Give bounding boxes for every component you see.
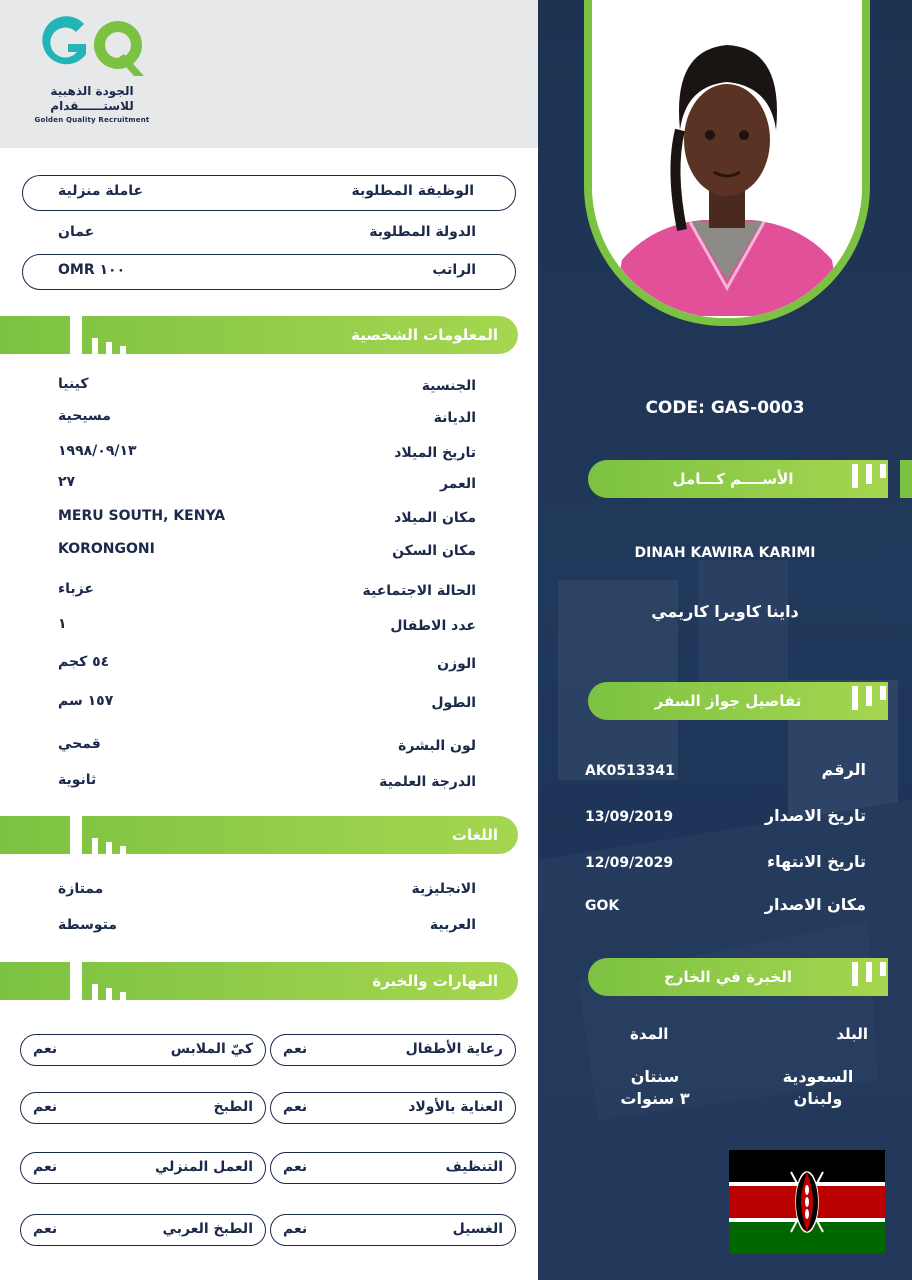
- passport-row-value: GOK: [585, 898, 620, 914]
- personal-row-value: ١: [58, 616, 67, 632]
- skill-label: الطبخ العربي: [162, 1221, 253, 1237]
- name-arabic: داينا كاويرا كاريمي: [651, 602, 799, 621]
- personal-row-value: ٥٤ كجم: [58, 654, 110, 670]
- job-country-label: الدولة المطلوبة: [369, 224, 476, 240]
- personal-row-label: لون البشرة: [398, 738, 476, 754]
- skill-label: الطبخ: [213, 1099, 253, 1115]
- skill-pill: [270, 1214, 516, 1246]
- experience-country-line2: ولبنان: [793, 1089, 843, 1108]
- bar-stripe: [852, 464, 858, 488]
- passport-row-label: الرقم: [821, 760, 866, 779]
- bar-stripe: [70, 816, 82, 854]
- bar-stripe: [880, 962, 886, 976]
- personal-row-label: الدرجة العلمية: [379, 774, 476, 790]
- bar-stripe: [866, 962, 872, 982]
- passport-row-label: تاريخ الانتهاء: [766, 852, 866, 871]
- skills-title: المهارات والخبرة: [372, 972, 498, 990]
- job-country-value: عمان: [58, 224, 95, 240]
- personal-row-label: مكان السكن: [392, 543, 476, 559]
- passport-row-value: 13/09/2019: [585, 809, 674, 825]
- skill-pill: [270, 1092, 516, 1124]
- worker-code: CODE: GAS-0003: [645, 398, 805, 418]
- personal-row-value: كينيا: [58, 376, 89, 392]
- company-logo: [22, 10, 162, 124]
- skill-value: نعم: [283, 1041, 308, 1057]
- salary-value: OMR ١٠٠: [58, 262, 126, 278]
- right-column: [538, 0, 912, 1280]
- experience-country-line1: السعودية: [782, 1067, 854, 1086]
- personal-row-value: مسيحية: [58, 408, 111, 424]
- passport-row-value: AK0513341: [585, 763, 675, 779]
- personal-row-label: العمر: [439, 476, 476, 492]
- language-arabic-label: العربية: [429, 917, 476, 933]
- skill-label: رعاية الأطفال: [405, 1041, 503, 1057]
- experience-header: [588, 958, 888, 996]
- bar-stripe: [852, 686, 858, 710]
- profile-photo-frame: [584, 0, 870, 326]
- passport-title: تفاصيل جواز السفر: [654, 692, 802, 710]
- personal-row-value: KORONGONI: [58, 541, 155, 557]
- skill-value: نعم: [33, 1159, 58, 1175]
- personal-row-label: مكان الميلاد: [394, 510, 476, 526]
- bar-stripe: [852, 962, 858, 986]
- skill-value: نعم: [283, 1221, 308, 1237]
- skill-pill: [20, 1034, 266, 1066]
- name-english: DINAH KAWIRA KARIMI: [634, 545, 816, 561]
- skill-pill: [20, 1214, 266, 1246]
- bar-stripe: [106, 988, 112, 1000]
- salary-label: الراتب: [432, 262, 476, 278]
- bar-stripe: [880, 464, 886, 478]
- bar-stripe: [866, 464, 872, 484]
- language-english-label: الانجليزية: [411, 881, 476, 897]
- languages-title: اللغات: [451, 826, 498, 844]
- bar-stripe: [92, 984, 98, 1000]
- personal-info-header: [0, 316, 518, 354]
- full-name-title: الأســــم كـــامل: [672, 470, 794, 488]
- skill-label: العناية بالأولاد: [408, 1099, 503, 1115]
- personal-row-label: الطول: [431, 695, 476, 711]
- bar-stripe: [70, 316, 82, 354]
- skill-label: كيّ الملابس: [170, 1041, 253, 1057]
- person-photo-icon: [592, 0, 862, 316]
- skill-pill: [270, 1152, 516, 1184]
- skill-label: العمل المنزلي: [155, 1159, 253, 1175]
- languages-header: [0, 816, 518, 854]
- bar-stripe: [92, 838, 98, 854]
- bar-stripe: [880, 686, 886, 700]
- logo-area: [0, 0, 538, 148]
- bar-stripe: [120, 346, 126, 354]
- skill-value: نعم: [283, 1159, 308, 1175]
- skill-value: نعم: [33, 1221, 58, 1237]
- personal-row-value: ١٩٩٨/٠٩/١٣: [58, 443, 137, 459]
- skill-value: نعم: [283, 1099, 308, 1115]
- bar-stripe: [120, 846, 126, 854]
- bar-stripe: [900, 460, 912, 498]
- bar-stripe: [866, 686, 872, 706]
- personal-info-title: المعلومات الشخصية: [351, 326, 498, 344]
- language-arabic-value: متوسطة: [58, 917, 118, 933]
- personal-row-value: MERU SOUTH, KENYA: [58, 508, 226, 524]
- skill-pill: [20, 1152, 266, 1184]
- profile-photo: [592, 0, 862, 318]
- personal-row-label: الجنسية: [421, 378, 476, 394]
- bar-stripe: [120, 992, 126, 1000]
- personal-row-value: عزباء: [58, 581, 94, 597]
- gq-logo-icon: [32, 10, 152, 80]
- skill-pill: [20, 1092, 266, 1124]
- personal-row-label: عدد الاطفال: [390, 618, 476, 634]
- job-position-value: عاملة منزلية: [58, 183, 144, 199]
- bar-stripe: [106, 342, 112, 354]
- personal-row-value: ثانوية: [58, 772, 97, 788]
- experience-duration-line2: ٣ سنوات: [620, 1089, 690, 1108]
- skill-value: نعم: [33, 1099, 58, 1115]
- skill-label: التنظيف: [445, 1159, 503, 1175]
- logo-name-ar-line1: الجودة الذهبية: [50, 84, 134, 98]
- full-name-header: [588, 460, 888, 498]
- personal-row-value: ١٥٧ سم: [58, 693, 114, 709]
- skill-label: الغسيل: [452, 1221, 503, 1237]
- language-english-value: ممتازة: [58, 881, 104, 897]
- experience-country-header: البلد: [836, 1025, 868, 1043]
- passport-row-label: مكان الاصدار: [764, 895, 866, 914]
- kenya-flag-icon: [729, 1150, 885, 1254]
- skill-pill: [270, 1034, 516, 1066]
- personal-row-label: الحالة الاجتماعية: [362, 583, 476, 599]
- bar-stripe: [92, 338, 98, 354]
- experience-duration-header: المدة: [630, 1025, 669, 1043]
- skills-header: [0, 962, 518, 1000]
- passport-header: [588, 682, 888, 720]
- bar-stripe: [70, 962, 82, 1000]
- logo-name-ar-line2: للاستــــــقدام: [50, 99, 134, 113]
- passport-row-label: تاريخ الاصدار: [764, 806, 866, 825]
- logo-name-en: Golden Quality Recruitment: [34, 116, 150, 124]
- passport-row-value: 12/09/2029: [585, 855, 674, 871]
- experience-duration-line1: سنتان: [630, 1067, 680, 1086]
- personal-row-value: ٢٧: [58, 474, 76, 490]
- experience-title: الخبرة في الخارج: [664, 968, 792, 986]
- job-position-label: الوظيفة المطلوبة: [351, 183, 474, 199]
- personal-row-value: قمحي: [58, 736, 101, 752]
- skill-value: نعم: [33, 1041, 58, 1057]
- personal-row-label: الديانة: [433, 410, 476, 426]
- personal-row-label: الوزن: [437, 656, 476, 672]
- bar-stripe: [106, 842, 112, 854]
- personal-row-label: تاريخ الميلاد: [394, 445, 476, 461]
